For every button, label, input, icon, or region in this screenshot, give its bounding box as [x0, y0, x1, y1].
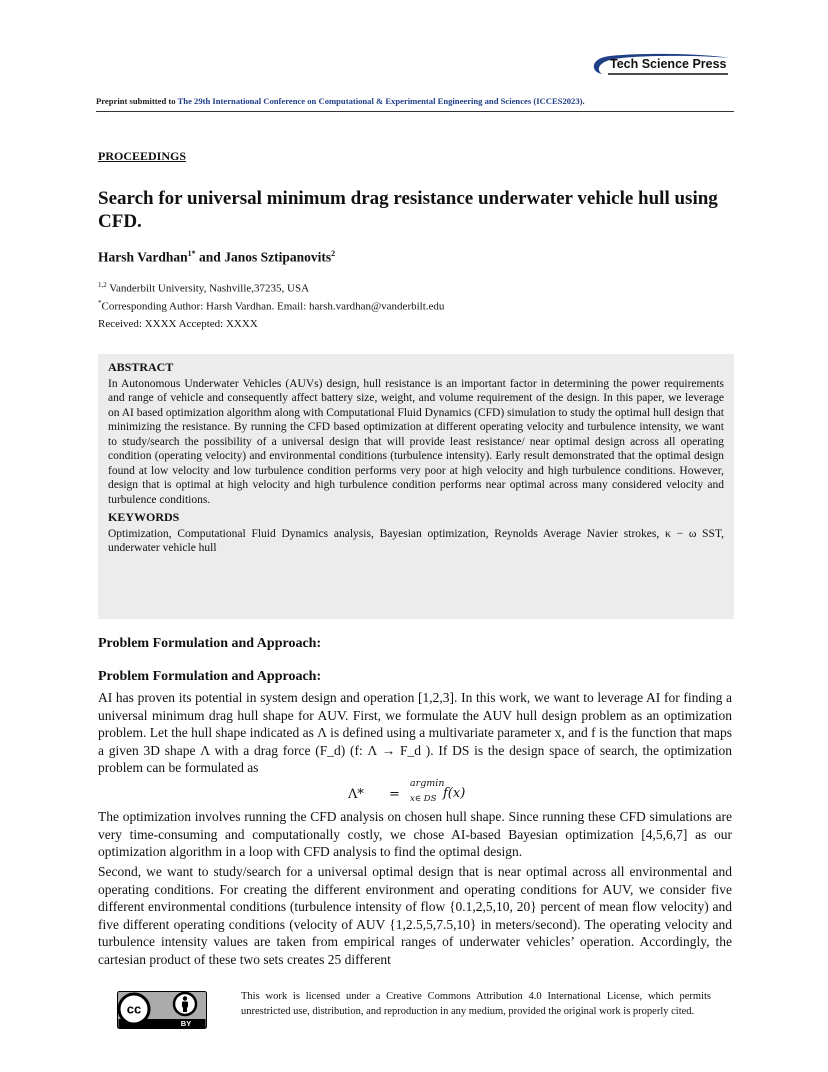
- equation-argmin: argmin: [410, 778, 445, 789]
- author-name: Janos Sztipanovits: [224, 249, 332, 265]
- abstract-text: In Autonomous Underwater Vehicles (AUVs) design, hull resistance is an important factor in determining the power requirements and range of vehicle and consequently affect battery size, weight, and volume requirement of the design. In this paper, we leverage on AI based optimization algorithm along with Computational Fluid Dynamics (CFD) simulation to study the optimal hull design that minimizing the resistance. By running the CFD based optimization at different operating velocity and turbulence intensity, we want to study/search the possibility of a universal design that will provide least resistance/ near optimal design across all operating condition (operating velocity) and environmental conditions (turbulence intensity). Early result demonstrated that the optimal design found at low velocity and low turbulence condition performs very poor at high velocity and high turbulence conditions. However, design that is optimal at high velocity and high turbulence condition performs near optimal across many considered velocity and turbulence conditions.: [108, 377, 724, 506]
- preprint-notice: [96, 96, 585, 106]
- keywords-heading: KEYWORDS: [108, 510, 180, 524]
- author-conjunction: and: [195, 249, 225, 265]
- keywords-text: Optimization, Computational Fluid Dynamics analysis, Bayesian optimization, Reynolds Average Navier strokes, κ − ω SST, underwater vehicle hull: [108, 527, 724, 554]
- author-superscript: 1*: [187, 249, 196, 258]
- equation-function: f(x): [443, 786, 466, 801]
- received-accepted-dates: Received: XXXX Accepted: XXXX: [98, 318, 258, 330]
- preprint-prefix: Preprint submitted to: [96, 96, 178, 106]
- argmin-equation: [346, 780, 486, 810]
- conference-name: The 29th International Conference on Computational & Experimental Engineering and Sciences (ICCES2023): [177, 96, 583, 106]
- preprint-suffix: .: [582, 96, 585, 106]
- body-paragraph: The optimization involves running the CFD analysis on chosen hull shape. Since running these CFD simulations are very time-consuming and computationally costly, we chose AI-based Bayesian optimization [4,5,6,7] as our optimization algorithm in a loop with CFD analysis to find the optimal design.: [98, 809, 732, 859]
- badge-by-label: BY: [180, 1019, 192, 1028]
- affiliation-superscript: 1,2: [98, 281, 107, 289]
- section-label: PROCEEDINGS: [98, 149, 187, 163]
- author-superscript: 2: [331, 249, 336, 258]
- creative-commons-icon: [119, 994, 149, 1024]
- svg-text:cc: cc: [126, 1001, 142, 1017]
- corresponding-text: Corresponding Author: Harsh Vardhan. Email: harsh.vardhan@vanderbilt.edu: [101, 300, 445, 313]
- body-paragraph: AI has proven its potential in system design and operation [1,2,3]. In this work, we want to leverage AI for finding a universal minimum drag hull shape for AUV. First, we formulate the AUV hull design problem as an optimization problem. Let the hull shape indicated as Λ is defined using a multivariate parameter x, and f is the function that maps a given 3D shape Λ with a drag force (F_d) (f: Λ → F_d ). If DS is the design space of search, the optimization problem can be formulated as: [98, 690, 732, 775]
- abstract-heading: ABSTRACT: [108, 360, 174, 374]
- attribution-person-icon: [174, 993, 196, 1015]
- cc-by-license-badge: [117, 991, 207, 1029]
- affiliation-text: Vanderbilt University, Nashville,37235, USA: [106, 282, 310, 295]
- body-paragraph: Second, we want to study/search for a universal optimal design that is near optimal across all environmental and operating conditions. For creating the different environment and operating conditions for AUV, we consider five different environmental conditions (turbulence intensity of flow {0.1,2,5,10, 20} percent of mean flow velocity) and five different operating conditions (velocity of AUV {1,2.5,5,7.5,10} in meters/second). The operating velocity and turbulence intensity values are taken from empirical ranges of underwater vehicles’ operation. Accordingly, the cartesian product of these two sets creates 25 different: [98, 864, 732, 967]
- equation-subscript: x∈ DS: [410, 794, 437, 804]
- abstract-box: [98, 354, 734, 619]
- license-notice: This work is licensed under a Creative Commons Attribution 4.0 International License, which permits unrestricted use, distribution, and reproduction in any medium, provided the original work is properly cited.: [241, 991, 711, 1017]
- equation-lhs: Λ*: [348, 787, 364, 802]
- equation-operator: =: [389, 787, 400, 802]
- corresponding-author: [98, 299, 444, 313]
- author-name: Harsh Vardhan: [98, 249, 188, 265]
- header-divider: [96, 111, 734, 112]
- section-heading: Problem Formulation and Approach:: [98, 636, 322, 651]
- publisher-name: Tech Science Press: [610, 57, 727, 71]
- author-list: [98, 249, 335, 266]
- publisher-logo: [588, 52, 732, 78]
- affiliation: [98, 281, 309, 295]
- paper-title: Search for universal minimum drag resistance underwater vehicle hull using CFD.: [98, 188, 718, 232]
- corresponding-superscript: *: [98, 299, 102, 307]
- section-heading: Problem Formulation and Approach:: [98, 669, 322, 684]
